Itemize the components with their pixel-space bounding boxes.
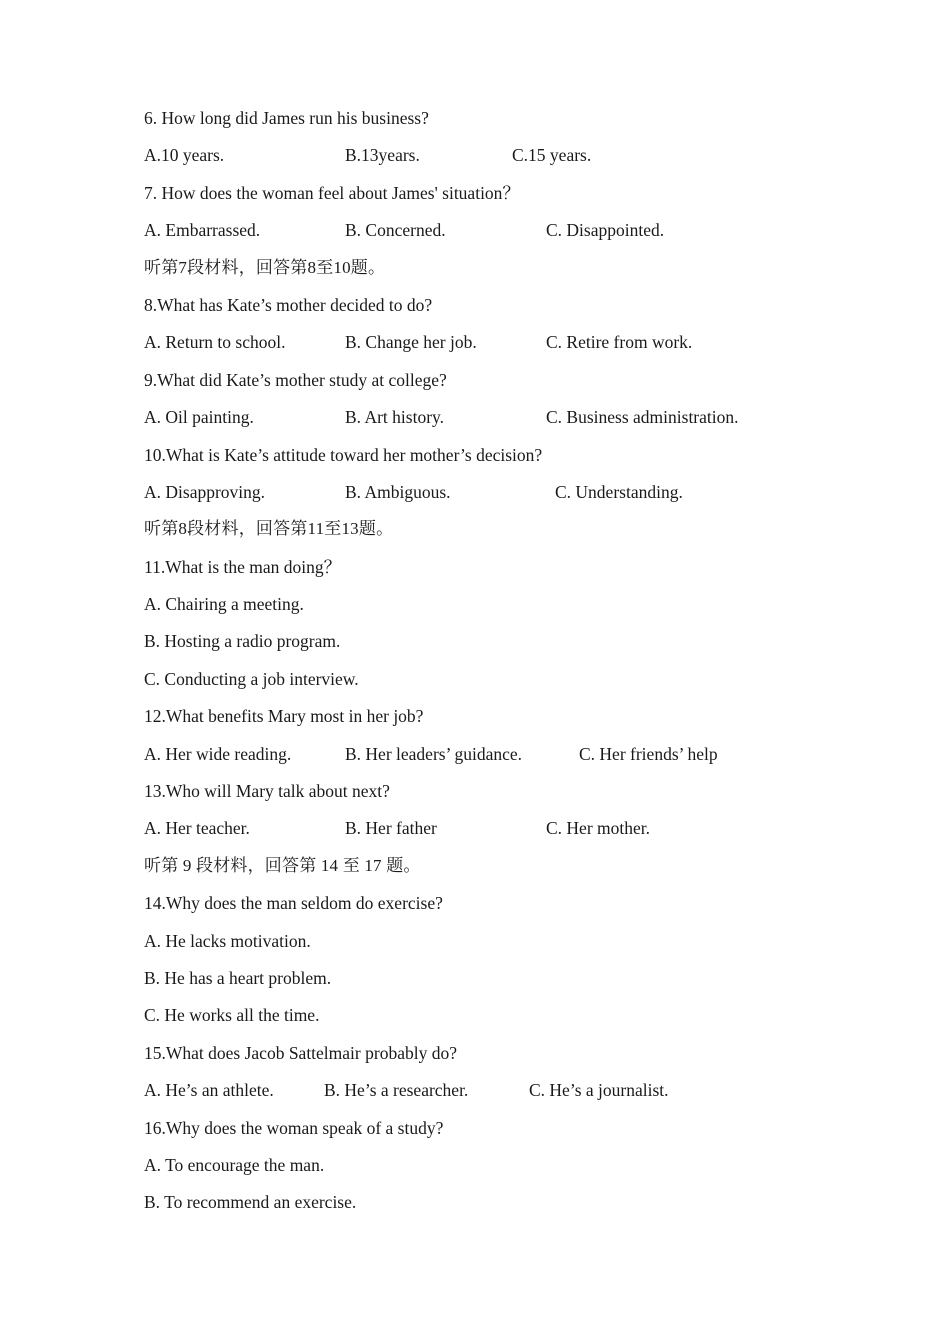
- question-9: 9.What did Kate’s mother study at college?: [144, 369, 447, 390]
- option-b: B. Her leaders’ guidance.: [345, 743, 523, 764]
- question-6: 6. How long did James run his business?: [144, 108, 429, 128]
- option-a: A. Embarrassed.: [144, 220, 261, 241]
- option-b: B. Her father: [345, 818, 437, 839]
- option-a: A. He’s an athlete.: [144, 1080, 274, 1101]
- exam-page: [144, 104, 844, 1226]
- question-11-option-b: B. Hosting a radio program.: [144, 631, 341, 652]
- question-7-options: [144, 216, 844, 253]
- option-b: B. Art history.: [345, 407, 445, 428]
- question-11: 11.What is the man doing？: [144, 556, 342, 577]
- option-c: C. Retire from work.: [546, 332, 693, 353]
- option-a: A.10 years.: [144, 145, 225, 166]
- question-12-options: [144, 740, 844, 777]
- question-15-options: [144, 1076, 844, 1113]
- question-8-options: [144, 328, 844, 365]
- question-13-options: [144, 814, 844, 851]
- question-12: 12.What benefits Mary most in her job?: [144, 706, 424, 727]
- option-c: C. He’s a journalist.: [529, 1080, 669, 1101]
- option-a: A. Return to school.: [144, 332, 286, 353]
- option-a: A. Disapproving.: [144, 481, 266, 502]
- question-8: 8.What has Kate’s mother decided to do?: [144, 294, 433, 315]
- option-b: B. He’s a researcher.: [324, 1080, 469, 1101]
- question-14-option-c: C. He works all the time.: [144, 1005, 320, 1026]
- option-b: B. Concerned.: [345, 220, 446, 241]
- question-16-option-a: A. To encourage the man.: [144, 1154, 325, 1175]
- question-11-option-c: C. Conducting a job interview.: [144, 668, 359, 689]
- question-14-option-b: B. He has a heart problem.: [144, 967, 332, 988]
- option-c: C. Business administration.: [546, 407, 739, 428]
- option-c: C. Understanding.: [555, 481, 683, 502]
- option-a: A. Her wide reading.: [144, 743, 292, 764]
- question-16-option-b: B. To recommend an exercise.: [144, 1192, 357, 1213]
- option-c: C.15 years.: [512, 145, 592, 166]
- option-a: A. Her teacher.: [144, 818, 250, 839]
- question-16: 16.Why does the woman speak of a study?: [144, 1117, 444, 1138]
- option-c: C. Disappointed.: [546, 220, 665, 241]
- option-c: C. Her friends’ help: [579, 743, 718, 764]
- question-15: 15.What does Jacob Sattelmair probably do?: [144, 1042, 457, 1063]
- section-heading-9: 听第 9 段材料，回答第 14 至 17 题。: [144, 855, 421, 875]
- question-11-option-a: A. Chairing a meeting.: [144, 594, 304, 615]
- question-6-options: [144, 141, 844, 178]
- question-7: 7. How does the woman feel about James' situation？: [144, 182, 520, 203]
- question-14: 14.Why does the man seldom do exercise?: [144, 893, 443, 914]
- option-b: B. Change her job.: [345, 332, 477, 353]
- option-b: B.13years.: [345, 145, 420, 166]
- question-10: 10.What is Kate’s attitude toward her mother’s decision?: [144, 444, 543, 465]
- question-10-options: [144, 478, 844, 515]
- question-14-option-a: A. He lacks motivation.: [144, 930, 311, 951]
- question-13: 13.Who will Mary talk about next?: [144, 781, 390, 802]
- section-heading-8: 听第8段材料，回答第11至13题。: [144, 519, 394, 539]
- option-a: A. Oil painting.: [144, 407, 254, 428]
- question-9-options: [144, 403, 844, 440]
- option-c: C. Her mother.: [546, 818, 651, 839]
- option-b: B. Ambiguous.: [345, 481, 451, 502]
- section-heading-7: 听第7段材料，回答第8至10题。: [144, 257, 386, 277]
